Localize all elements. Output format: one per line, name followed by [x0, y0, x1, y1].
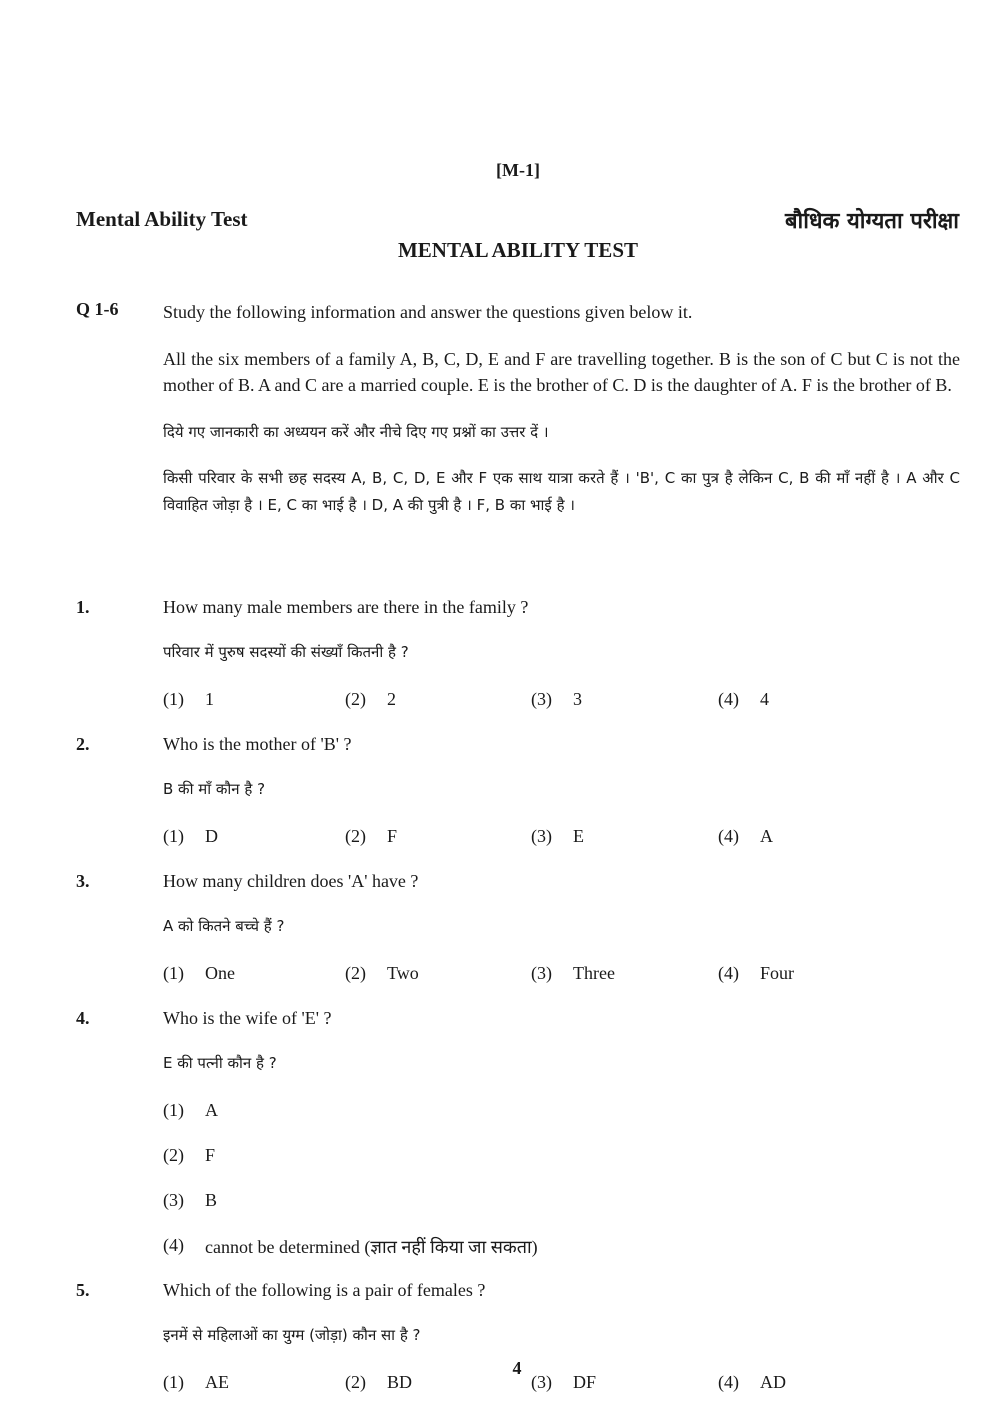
page-title: MENTAL ABILITY TEST: [397, 238, 639, 262]
option-number: (4): [163, 1235, 184, 1255]
option-number: (2): [163, 1145, 184, 1165]
question-number: 5.: [76, 1280, 90, 1300]
question-text-hindi: परिवार में पुरुष सदस्यों की संख्याँ कितनी है ?: [163, 643, 409, 661]
option-text: 3: [573, 689, 582, 709]
option-number: (2): [345, 1372, 366, 1392]
option-number: (1): [163, 1100, 184, 1120]
answer-option[interactable]: [345, 963, 531, 1008]
option-text: cannot be determined (ज्ञात नहीं किया जा सकता): [205, 1237, 538, 1257]
answer-options: [163, 826, 960, 871]
answer-option[interactable]: [531, 689, 718, 734]
option-text: B: [205, 1190, 218, 1210]
question: [76, 1280, 960, 1417]
question-text-hindi: A को कितने बच्चे हैं ?: [163, 917, 285, 935]
answer-options: [163, 1100, 960, 1280]
option-text: DF: [573, 1372, 597, 1392]
answer-option[interactable]: [718, 689, 904, 734]
passage-block: [76, 299, 960, 538]
answer-option[interactable]: [163, 1190, 531, 1235]
option-text: A: [760, 826, 773, 846]
question-text-english: How many male members are there in the family ?: [163, 597, 529, 617]
passage-hindi: किसी परिवार के सभी छह सदस्य A, B, C, D, E और F एक साथ यात्रा करते हैं । 'B', C का पुत्र है लेकिन C, B की माँ नहीं है । A और C विवाहित जोड़ा है । E, C का भाई है । D, A की पुत्री है । F, B का भाई है ।: [163, 469, 960, 514]
option-text: AE: [205, 1372, 229, 1392]
option-text: F: [387, 826, 398, 846]
option-number: (4): [718, 963, 739, 983]
question-text-hindi: B की माँ कौन है ?: [163, 780, 266, 798]
option-text: AD: [760, 1372, 786, 1392]
option-text: 1: [205, 689, 214, 709]
answer-option[interactable]: [163, 963, 345, 1008]
option-number: (4): [718, 826, 739, 846]
question: [76, 871, 960, 1008]
answer-option[interactable]: [163, 826, 345, 871]
question: [76, 1008, 960, 1280]
option-number: (3): [531, 1372, 552, 1392]
question-text-english: Which of the following is a pair of females ?: [163, 1280, 486, 1300]
answer-option[interactable]: [163, 1235, 593, 1280]
option-text: BD: [387, 1372, 413, 1392]
option-number: (4): [718, 1372, 739, 1392]
option-number: (1): [163, 689, 184, 709]
option-text: Three: [573, 963, 615, 983]
option-number: (4): [718, 689, 739, 709]
answer-options: [163, 963, 960, 1008]
question-text-english: Who is the mother of 'B' ?: [163, 734, 352, 754]
option-text: Four: [760, 963, 795, 983]
question-list: [76, 597, 960, 1417]
option-text: D: [205, 826, 218, 846]
answer-option[interactable]: [531, 963, 718, 1008]
option-text: E: [573, 826, 584, 846]
option-number: (3): [531, 963, 552, 983]
answer-option[interactable]: [718, 826, 904, 871]
question-number: 4.: [76, 1008, 90, 1028]
answer-option[interactable]: [163, 1100, 531, 1145]
option-text: 2: [387, 689, 396, 709]
option-text: 4: [760, 689, 769, 709]
answer-option[interactable]: [345, 689, 531, 734]
question-text-english: Who is the wife of 'E' ?: [163, 1008, 332, 1028]
paper-code: [M-1]: [496, 160, 540, 180]
option-number: (3): [163, 1190, 184, 1210]
question-text-hindi: इनमें से महिलाओं का युग्म (जोड़ा) कौन सा है ?: [163, 1326, 421, 1344]
option-number: (1): [163, 1372, 184, 1392]
instruction-english: Study the following information and answer the questions given below it.: [163, 302, 693, 322]
option-number: (1): [163, 826, 184, 846]
question-number: 1.: [76, 597, 90, 617]
page-number: 4: [512, 1358, 522, 1378]
answer-option[interactable]: [163, 1145, 593, 1190]
question: [76, 734, 960, 871]
option-text: One: [205, 963, 235, 983]
answer-options: [163, 689, 960, 734]
question-text-hindi: E की पत्नी कौन है ?: [163, 1054, 277, 1072]
question-range-label: Q 1-6: [76, 299, 119, 319]
option-number: (1): [163, 963, 184, 983]
option-number: (2): [345, 689, 366, 709]
answer-option[interactable]: [718, 963, 904, 1008]
answer-option[interactable]: [345, 826, 531, 871]
option-text: A: [205, 1100, 218, 1120]
option-number: (2): [345, 963, 366, 983]
option-number: (3): [531, 689, 552, 709]
option-number: (3): [531, 826, 552, 846]
section-title-english: Mental Ability Test: [76, 207, 248, 231]
instruction-hindi: दिये गए जानकारी का अध्ययन करें और नीचे दिए गए प्रश्नों का उत्तर दें ।: [163, 422, 549, 441]
question: [76, 597, 960, 734]
option-text: Two: [387, 963, 419, 983]
option-number: (2): [345, 826, 366, 846]
section-title-hindi: बौधिक योग्यता परीक्षा: [784, 209, 959, 234]
question-text-english: How many children does 'A' have ?: [163, 871, 419, 891]
option-text: F: [205, 1145, 216, 1165]
question-number: 2.: [76, 734, 90, 754]
question-number: 3.: [76, 871, 90, 891]
answer-option[interactable]: [163, 689, 345, 734]
answer-option[interactable]: [531, 826, 718, 871]
passage-english: All the six members of a family A, B, C, D, E and F are travelling together. B is the son of C but C is not the mother of B. A and C are a married couple. E is the brother of C. D is the daughter of A. F is the brother of B.: [163, 348, 960, 395]
